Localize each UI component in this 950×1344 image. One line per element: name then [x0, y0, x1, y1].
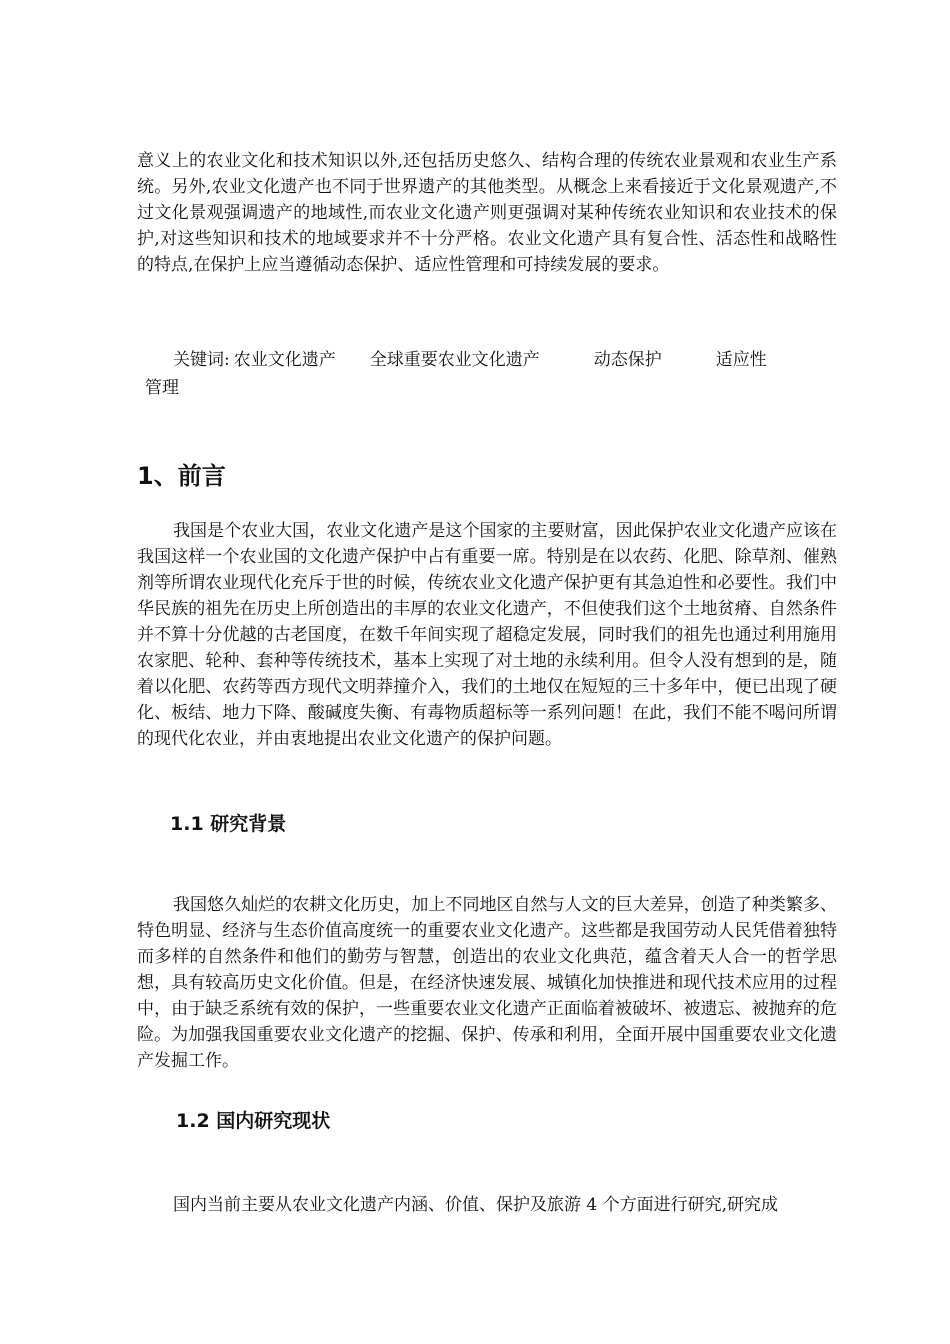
keyword-item: 全球重要农业文化遗产 — [369, 350, 540, 370]
abstract-paragraph: 意义上的农业文化和技术知识以外,还包括历史悠久、结构合理的传统农业景观和农业生产系统。另外,农业文化遗产也不同于世界遗产的其他类型。从概念上来看接近于文化景观遗产,不过文化景观强调遗产的地域性,而农业文化遗产则更强调对某种传统农业知识和农业技术的保护,对这些知识和技术的地域要求并不十分严格。农业文化遗产具有复合性、活态性和战略性的特点,在保护上应当遵循动态保护、适应性管理和可持续发展的要求。 — [137, 151, 837, 275]
keyword-item-wrap: 管理 — [145, 378, 179, 398]
section-heading-preface: 1、前言 — [137, 462, 226, 490]
subsection-heading-background: 1.1 研究背景 — [170, 813, 287, 835]
keyword-item: 适应性 — [715, 350, 767, 370]
keyword-item: 农业文化遗产 — [233, 350, 336, 370]
background-paragraph: 我国悠久灿烂的农耕文化历史，加上不同地区自然与人文的巨大差异，创造了种类繁多、特色明显、经济与生态价值高度统一的重要农业文化遗产。这些都是我国劳动人民凭借着独特而多样的自然条件和他们的勤劳与智慧，创造出的农业文化典范，蕴含着天人合一的哲学思想，具有较高历史文化价值。但是，在经济快速发展、城镇化加快推进和现代技术应用的过程中，由于缺乏系统有效的保护，一些重要农业文化遗产正面临着被破坏、被遗忘、被抛弃的危险。为加强我国重要农业文化遗产的挖掘、保护、传承和利用，全面开展中国重要农业文化遗产发掘工作。 — [137, 895, 837, 1071]
domestic-status-paragraph: 国内当前主要从农业文化遗产内涵、价值、保护及旅游 4 个方面进行研究,研究成 — [173, 1195, 779, 1215]
keywords-line — [137, 346, 837, 374]
keywords-label: 关键词: — [173, 350, 230, 370]
keywords-block — [137, 346, 837, 402]
subsection-heading-domestic-status: 1.2 国内研究现状 — [176, 1110, 331, 1132]
preface-paragraph: 我国是个农业大国，农业文化遗产是这个国家的主要财富，因此保护农业文化遗产应该在我国这样一个农业国的文化遗产保护中占有重要一席。特别是在以农药、化肥、除草剂、催熟剂等所谓农业现代化充斥于世的时候，传统农业文化遗产保护更有其急迫性和必要性。我们中华民族的祖先在历史上所创造出的丰厚的农业文化遗产，不但使我们这个土地贫瘠、自然条件并不算十分优越的古老国度，在数千年间实现了超稳定发展，同时我们的祖先也通过利用施用农家肥、轮种、套种等传统技术，基本上实现了对土地的永续利用。但令人没有想到的是，随着以化肥、农药等西方现代文明莽撞介入，我们的土地仅在短短的三十多年中，便已出现了硬化、板结、地力下降、酸碱度失衡、有毒物质超标等一系列问题！在此，我们不能不喝问所谓的现代化农业，并由衷地提出农业文化遗产的保护问题。 — [137, 521, 837, 749]
keyword-item: 动态保护 — [593, 350, 662, 370]
